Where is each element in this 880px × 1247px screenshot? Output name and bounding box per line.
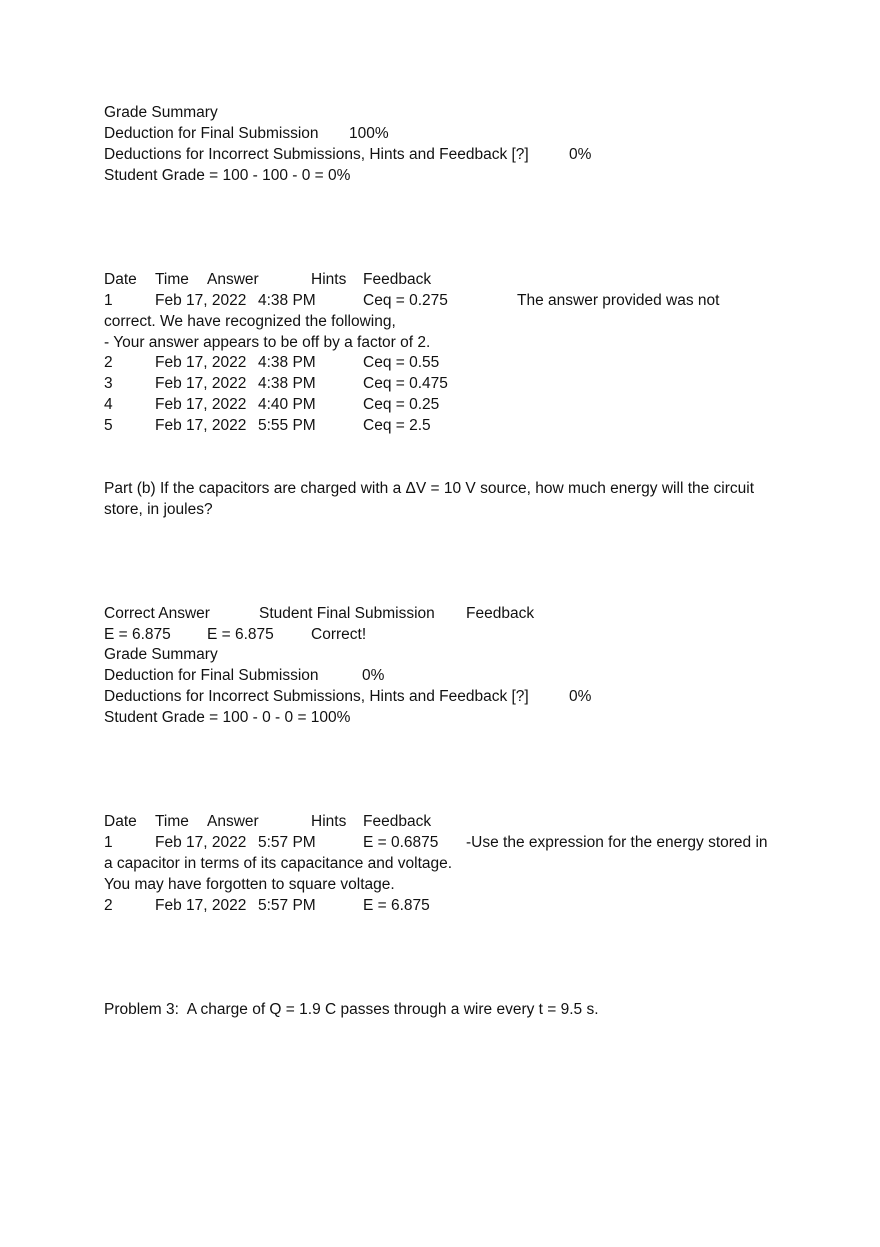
table-row-date: Feb 17, 2022 [155, 354, 247, 371]
table-row-num: 2 [104, 897, 113, 914]
student-grade: Student Grade = 100 - 0 - 0 = 100% [104, 709, 351, 726]
table-row-date: Feb 17, 2022 [155, 897, 247, 914]
table-row-date: Feb 17, 2022 [155, 834, 247, 851]
feedback-continuation: - Your answer appears to be off by a factor of 2. [104, 334, 431, 351]
table-row-feedback: The answer provided was not [517, 292, 720, 309]
table-row-time: 4:38 PM [258, 375, 316, 392]
table-row-time: 5:57 PM [258, 834, 316, 851]
table-row-time: 4:38 PM [258, 354, 316, 371]
answer-feedback: Correct! [311, 626, 367, 643]
table-row-answer: Ceq = 0.55 [363, 354, 440, 371]
col-header-date: Date [104, 813, 137, 830]
feedback-continuation: correct. We have recognized the following, [104, 313, 396, 330]
col-header-hints: Hints [311, 271, 347, 288]
correct-answer-value: E = 6.875 [104, 626, 171, 643]
incorrect-deduction-label: Deductions for Incorrect Submissions, Hints and Feedback [?] [104, 146, 529, 163]
feedback-continuation: a capacitor in terms of its capacitance and voltage. [104, 855, 453, 872]
col-header-hints: Hints [311, 813, 347, 830]
part-b-question: Part (b) If the capacitors are charged with a ΔV = 10 V source, how much energy will the circuit [104, 480, 755, 497]
table-row-date: Feb 17, 2022 [155, 375, 247, 392]
grade-summary-heading: Grade Summary [104, 646, 218, 663]
col-header-feedback: Feedback [363, 271, 432, 288]
col-header-feedback: Feedback [466, 605, 535, 622]
col-header-time: Time [155, 271, 189, 288]
table-row-num: 4 [104, 396, 113, 413]
table-row-date: Feb 17, 2022 [155, 396, 247, 413]
table-row-answer: Ceq = 2.5 [363, 417, 431, 434]
student-grade: Student Grade = 100 - 100 - 0 = 0% [104, 167, 351, 184]
col-header-answer: Answer [207, 271, 259, 288]
table-row-time: 4:40 PM [258, 396, 316, 413]
table-row-num: 5 [104, 417, 113, 434]
final-deduction-value: 0% [362, 667, 385, 684]
table-row-num: 2 [104, 354, 113, 371]
table-row-time: 5:55 PM [258, 417, 316, 434]
grade-summary-heading: Grade Summary [104, 104, 218, 121]
col-header-time: Time [155, 813, 189, 830]
table-row-num: 3 [104, 375, 113, 392]
table-row-num: 1 [104, 834, 113, 851]
table-row-answer: Ceq = 0.25 [363, 396, 440, 413]
col-header-correct-answer: Correct Answer [104, 605, 210, 622]
table-row-answer: E = 6.875 [363, 897, 430, 914]
part-b-question: store, in joules? [104, 501, 213, 518]
table-row-answer: E = 0.6875 [363, 834, 439, 851]
col-header-answer: Answer [207, 813, 259, 830]
feedback-continuation: You may have forgotten to square voltage. [104, 876, 395, 893]
final-deduction-label: Deduction for Final Submission [104, 667, 319, 684]
col-header-date: Date [104, 271, 137, 288]
final-deduction-value: 100% [349, 125, 389, 142]
problem-3-text: Problem 3: A charge of Q = 1.9 C passes through a wire every t = 9.5 s. [104, 1001, 599, 1018]
final-deduction-label: Deduction for Final Submission [104, 125, 319, 142]
col-header-student-final: Student Final Submission [259, 605, 435, 622]
incorrect-deduction-value: 0% [569, 688, 592, 705]
table-row-time: 5:57 PM [258, 897, 316, 914]
table-row-num: 1 [104, 292, 113, 309]
table-row-date: Feb 17, 2022 [155, 292, 247, 309]
table-row-answer: Ceq = 0.475 [363, 375, 448, 392]
table-row-time: 4:38 PM [258, 292, 316, 309]
col-header-feedback: Feedback [363, 813, 432, 830]
incorrect-deduction-label: Deductions for Incorrect Submissions, Hints and Feedback [?] [104, 688, 529, 705]
table-row-feedback: -Use the expression for the energy stored in [466, 834, 768, 851]
table-row-date: Feb 17, 2022 [155, 417, 247, 434]
table-row-answer: Ceq = 0.275 [363, 292, 448, 309]
incorrect-deduction-value: 0% [569, 146, 592, 163]
student-answer-value: E = 6.875 [207, 626, 274, 643]
